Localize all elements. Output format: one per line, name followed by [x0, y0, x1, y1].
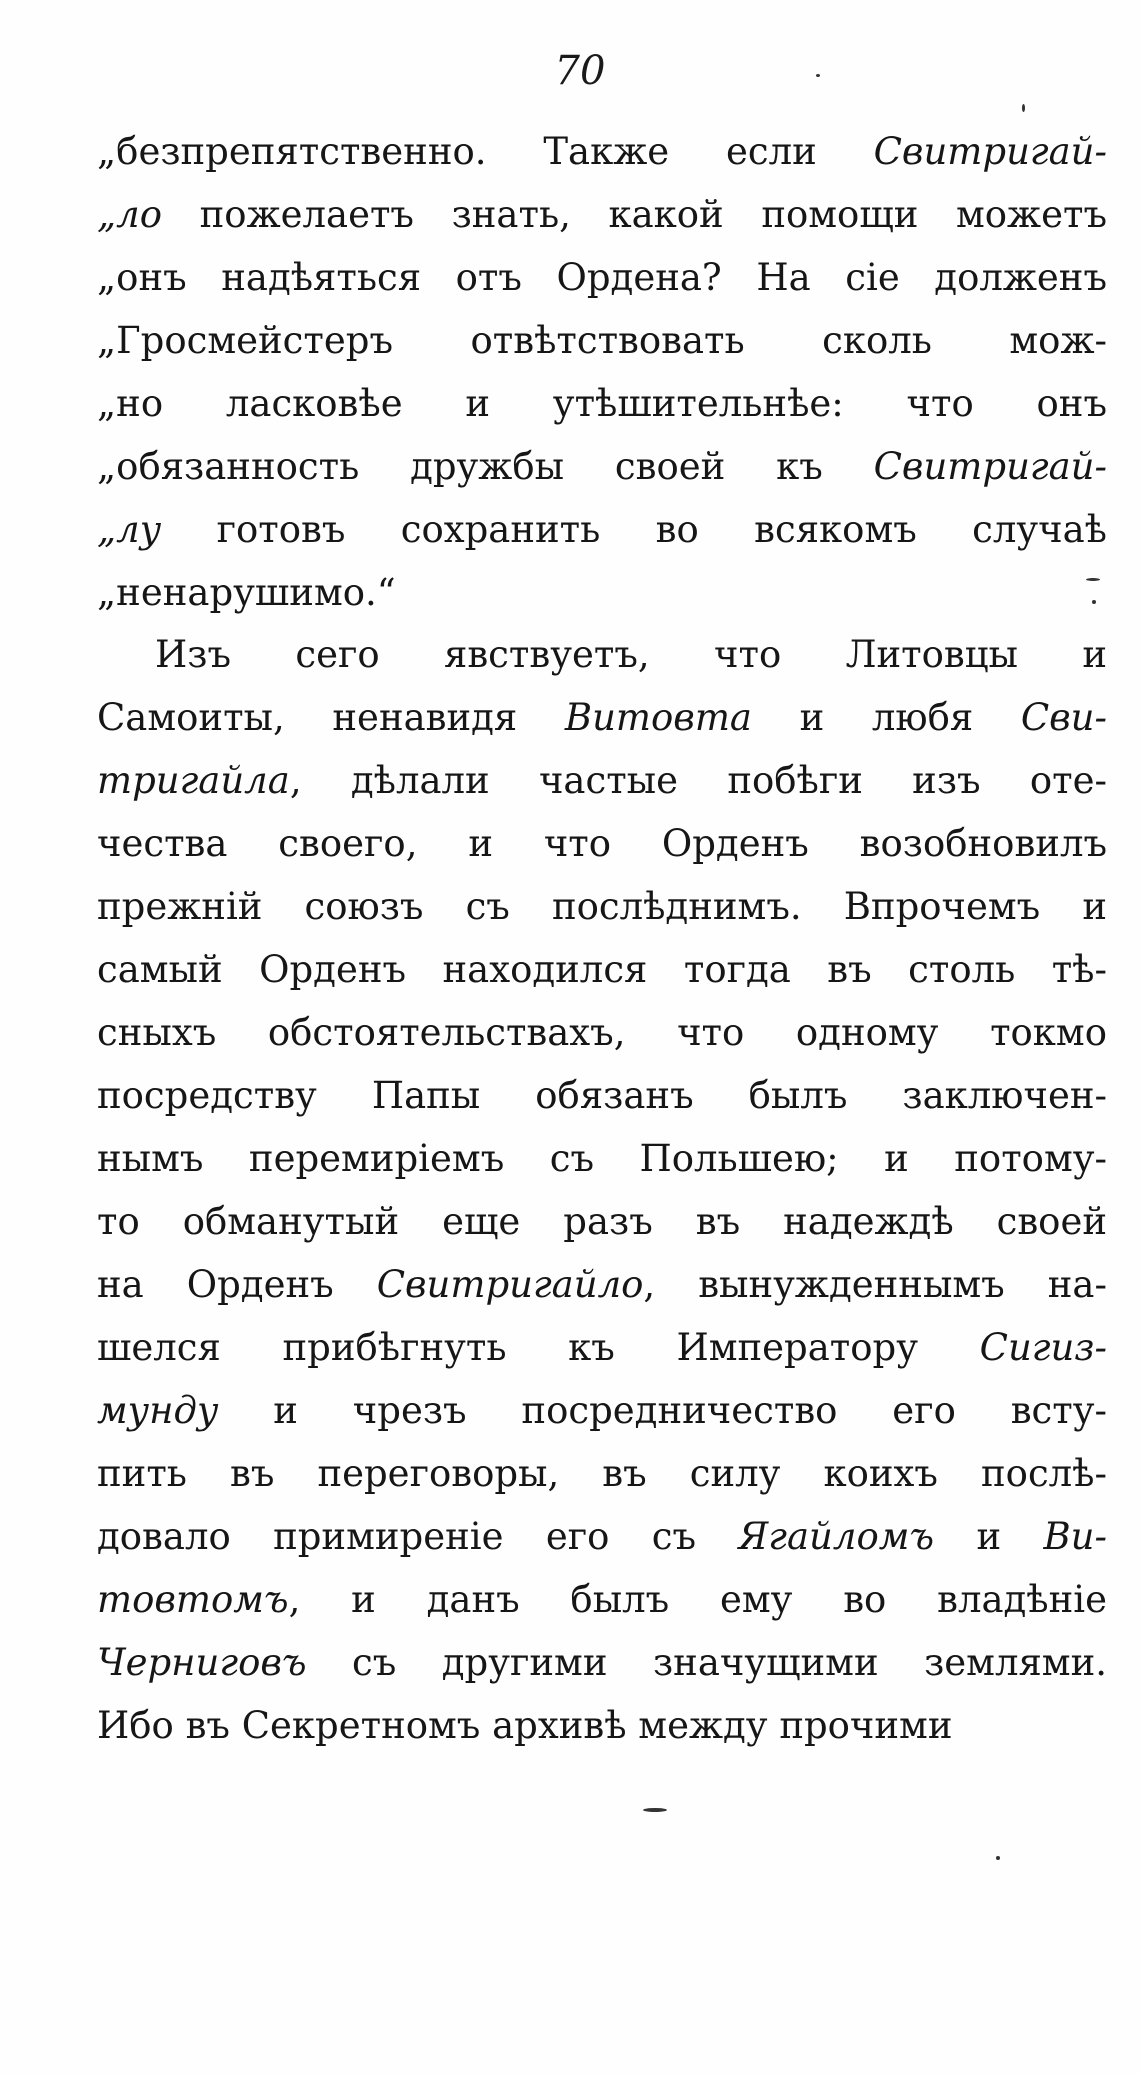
print-speck [816, 74, 820, 77]
text-run: Самоиты, ненавидя [97, 696, 565, 739]
text-run: Изъ сего явствуетъ, что Литовцы и [155, 633, 1107, 676]
text-run: и [934, 1515, 1044, 1558]
italic-name: тригайла [97, 759, 290, 802]
text-run: , вынужденнымъ на- [643, 1263, 1107, 1306]
text-line [97, 686, 1107, 749]
text-run: „ненарушимо.“ [97, 571, 396, 614]
text-run: и любя [751, 696, 1021, 739]
italic-name: мунду [97, 1389, 219, 1432]
text-line [97, 1001, 1107, 1064]
page-number: 70 [554, 48, 606, 94]
italic-name: „ло [97, 193, 163, 236]
text-line [97, 749, 1107, 812]
italic-name: Ви- [1043, 1515, 1107, 1558]
text-run: съ другими значущими землями. [306, 1641, 1107, 1684]
italic-name: Витовта [564, 696, 752, 739]
print-speck [1022, 104, 1025, 112]
italic-name: Свитригай- [873, 130, 1107, 173]
text-run: то обманутый еще разъ въ надеждѣ своей [97, 1200, 1107, 1243]
italic-name: Свитригай- [873, 445, 1107, 488]
text-line [97, 1694, 1107, 1757]
text-run: посредству Папы обязанъ былъ заключен- [97, 1074, 1107, 1117]
text-line [97, 120, 1107, 183]
text-run: чества своего, и что Орденъ возобновилъ [97, 822, 1107, 865]
text-line [97, 309, 1107, 372]
text-line [97, 183, 1107, 246]
text-run: „онъ надѣяться отъ Ордена? На сіе долженъ [97, 256, 1107, 299]
text-run: „но ласковѣе и утѣшительнѣе: что онъ [97, 382, 1107, 425]
text-line [97, 938, 1107, 1001]
print-speck [1086, 578, 1100, 581]
body-paragraph [97, 623, 1107, 1757]
text-run: на Орденъ [97, 1263, 377, 1306]
text-run: Ибо въ Секретномъ архивѣ между прочими [97, 1704, 953, 1747]
text-run: и чрезъ посредничество его всту- [218, 1389, 1107, 1432]
text-line [97, 498, 1107, 561]
text-line [97, 1127, 1107, 1190]
text-run: , дѣлали частые побѣги изъ оте- [289, 759, 1107, 802]
quoted-passage [97, 120, 1107, 624]
italic-name: Сигиз- [979, 1326, 1107, 1369]
text-run: пить въ переговоры, въ силу коихъ послѣ- [97, 1452, 1107, 1495]
print-speck [643, 1808, 667, 1812]
text-line [97, 812, 1107, 875]
text-run: „Гросмейстеръ отвѣтствовать сколь мож- [97, 319, 1107, 362]
italic-name: Сви- [1020, 696, 1107, 739]
text-line [97, 1253, 1107, 1316]
text-run: сныхъ обстоятельствахъ, что одному токмо [97, 1011, 1107, 1054]
text-run: шелся прибѣгнуть къ Императору [97, 1326, 980, 1369]
text-run: пожелаетъ знать, какой помощи можетъ [162, 193, 1107, 236]
text-line [97, 435, 1107, 498]
text-line [97, 561, 1107, 624]
text-line [97, 1316, 1107, 1379]
text-line [97, 246, 1107, 309]
text-line [97, 1442, 1107, 1505]
print-speck [996, 1856, 1000, 1860]
text-run: „безпрепятственно. Также если [97, 130, 874, 173]
italic-name: Свитригайло [376, 1263, 644, 1306]
text-line [97, 1190, 1107, 1253]
text-run: прежній союзъ съ послѣднимъ. Впрочемъ и [97, 885, 1107, 928]
text-run: нымъ перемиріемъ съ Польшею; и потому- [97, 1137, 1107, 1180]
text-run: довало примиреніе его съ [97, 1515, 739, 1558]
text-line [97, 1379, 1107, 1442]
italic-name: Ягайломъ [738, 1515, 935, 1558]
text-run: , и данъ былъ ему во владѣніе [288, 1578, 1107, 1621]
italic-name: „лу [97, 508, 162, 551]
text-run: самый Орденъ находился тогда въ столь тѣ- [97, 948, 1107, 991]
text-line [97, 1064, 1107, 1127]
text-line [97, 1631, 1107, 1694]
italic-name: товтомъ [97, 1578, 289, 1621]
text-run: „обязанность дружбы своей къ [97, 445, 874, 488]
print-speck [1092, 600, 1096, 604]
text-line [97, 623, 1107, 686]
text-line [97, 1568, 1107, 1631]
text-line [97, 875, 1107, 938]
text-line [97, 1505, 1107, 1568]
text-line [97, 372, 1107, 435]
italic-name: Черниговъ [97, 1641, 307, 1684]
text-run: готовъ сохранить во всякомъ случаѣ [161, 508, 1107, 551]
